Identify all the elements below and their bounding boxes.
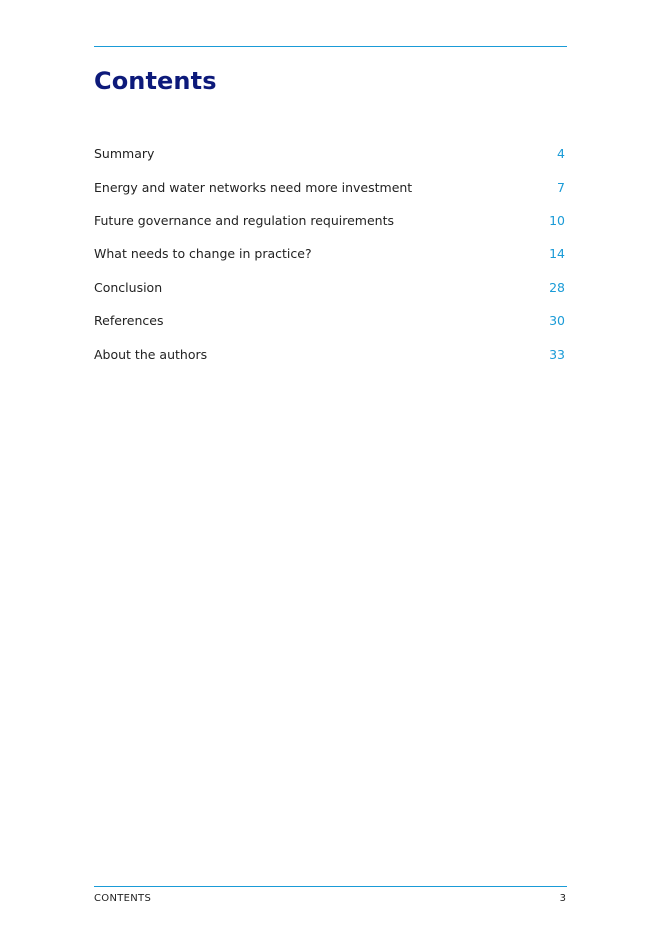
toc-entry-page: 14 — [549, 246, 565, 262]
footer-page-number: 3 — [559, 893, 566, 904]
footer-section-label: CONTENTS — [94, 893, 152, 904]
toc-entry-title: Conclusion — [94, 279, 163, 295]
toc-entry-title: References — [94, 313, 164, 329]
toc-entry-title: What needs to change in practice? — [94, 246, 312, 262]
table-of-contents — [94, 137, 565, 371]
toc-entry-title: Energy and water networks need more investment — [94, 179, 413, 195]
toc-entry-page: 10 — [549, 212, 565, 228]
page-title: Contents — [94, 67, 217, 95]
footer-divider — [94, 886, 567, 887]
toc-entry-title: Future governance and regulation requirements — [94, 212, 395, 228]
top-divider — [94, 46, 567, 47]
toc-entry-summary[interactable] — [94, 137, 565, 170]
toc-entry-page: 28 — [549, 279, 565, 295]
toc-entry-what-needs-to-change[interactable] — [94, 237, 565, 270]
toc-entry-energy-and-water-networks[interactable] — [94, 170, 565, 203]
toc-entry-references[interactable] — [94, 304, 565, 337]
toc-entry-page: 30 — [549, 313, 565, 329]
toc-entry-page: 7 — [557, 179, 565, 195]
toc-entry-page: 4 — [557, 146, 565, 162]
toc-entry-page: 33 — [549, 346, 565, 362]
toc-entry-about-the-authors[interactable] — [94, 337, 565, 370]
toc-entry-title: Summary — [94, 146, 155, 162]
toc-entry-title: About the authors — [94, 346, 208, 362]
toc-entry-conclusion[interactable] — [94, 271, 565, 304]
toc-entry-future-governance[interactable] — [94, 204, 565, 237]
